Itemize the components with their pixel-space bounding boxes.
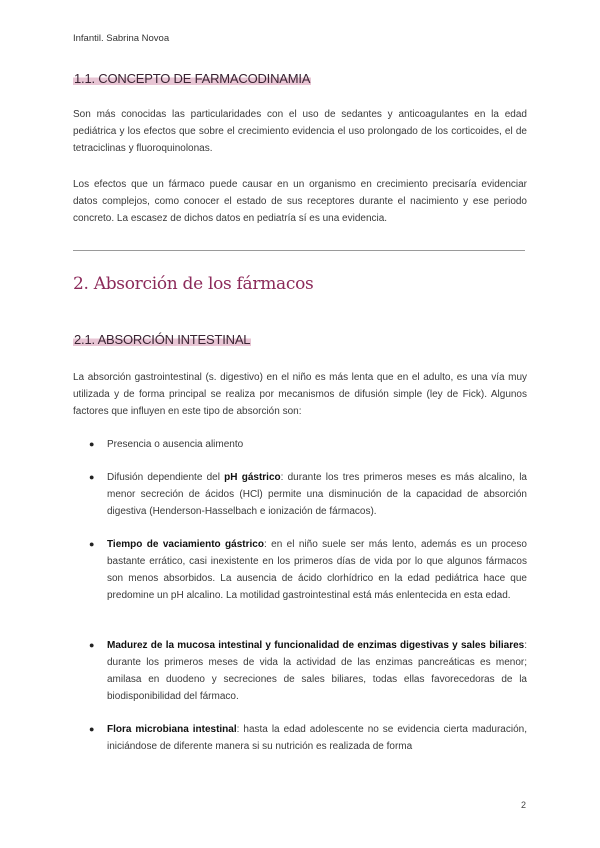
list-item <box>89 637 527 705</box>
list-item-bold: Flora microbiana intestinal <box>107 724 237 735</box>
list-item <box>89 536 527 604</box>
page-number: 2 <box>520 800 526 810</box>
list-item-text: : en el niño suele ser más lento, además es un proceso bastante errático, casi inexistente en los primeros días de vida por lo que algunos fármacos son menos absorbidos. La ausencia de ácido clorhídrico en la edad pediátrica hace que predomine un pH alcalino. La motilidad gastrointestinal está más enlentecida en esta edad. <box>107 539 527 601</box>
bullet-icon: ● <box>89 439 95 449</box>
page-header: Infantil. Sabrina Novoa <box>73 33 170 44</box>
list-item-bold: pH gástrico <box>224 472 281 483</box>
list-item-text: Presencia o ausencia alimento <box>107 439 244 450</box>
section-heading-1-1: 1.1. CONCEPTO DE FARMACODINAMIA <box>74 71 311 86</box>
paragraph-farmacodinamia-2: Los efectos que un fármaco puede causar en un organismo en crecimiento precisaría evidenciar datos complejos, como conocer el estado de sus receptores durante el nacimiento y ese periodo concreto. La escasez de dichos datos en pediatría sí es una evidencia. <box>73 179 527 224</box>
paragraph-farmacodinamia-1: Son más conocidas las particularidades con el uso de sedantes y anticoagulantes en la edad pediátrica y los efectos que sobre el crecimiento evidencia el uso prolongado de los corticoides, el de tetraciclinas y fluoroquinolonas. <box>73 109 527 154</box>
list-item-text: : hasta la edad adolescente no se evidencia cierta maduración, iniciándose de diferente manera si su nutrición es realizada de forma <box>107 724 527 752</box>
list-item <box>89 469 527 520</box>
bullet-icon: ● <box>89 539 95 549</box>
bullet-icon: ● <box>89 640 95 650</box>
list-item <box>89 721 527 755</box>
list-item-text: : durante los primeros meses de vida la actividad de las enzimas pancreáticas es menor; amilasa en duodeno y secreciones de sales biliares, todas ellas favorecedoras de la biodisponibilidad del fármaco. <box>107 640 527 702</box>
list-item-bold: Tiempo de vaciamiento gástrico <box>107 539 264 550</box>
section-heading-2-1: 2.1. ABSORCIÓN INTESTINAL <box>74 332 251 347</box>
list-item-text: Difusión dependiente del <box>107 472 225 483</box>
horizontal-divider <box>73 250 525 251</box>
section-heading-2: 2. Absorción de los fármacos <box>73 274 314 294</box>
list-item-bold: Madurez de la mucosa intestinal y funcionalidad de enzimas digestivas y sales biliares <box>107 640 525 651</box>
list-item-text: : durante los tres primeros meses es más alcalino, la menor secreción de ácidos (HCl) permite una disminución de la capacidad de absorción digestiva (Henderson-Hasselbach e ionización de fármacos). <box>107 472 527 517</box>
bullet-icon: ● <box>89 724 95 734</box>
paragraph-absorcion-intro: La absorción gastrointestinal (s. digestivo) en el niño es más lenta que en el adulto, es una vía muy utilizada y de forma principal se realiza por mecanismos de difusión simple (ley de Fick). Algunos factores que influyen en este tipo de absorción son: <box>73 372 527 417</box>
bullet-icon: ● <box>89 472 95 482</box>
list-item <box>89 436 527 453</box>
